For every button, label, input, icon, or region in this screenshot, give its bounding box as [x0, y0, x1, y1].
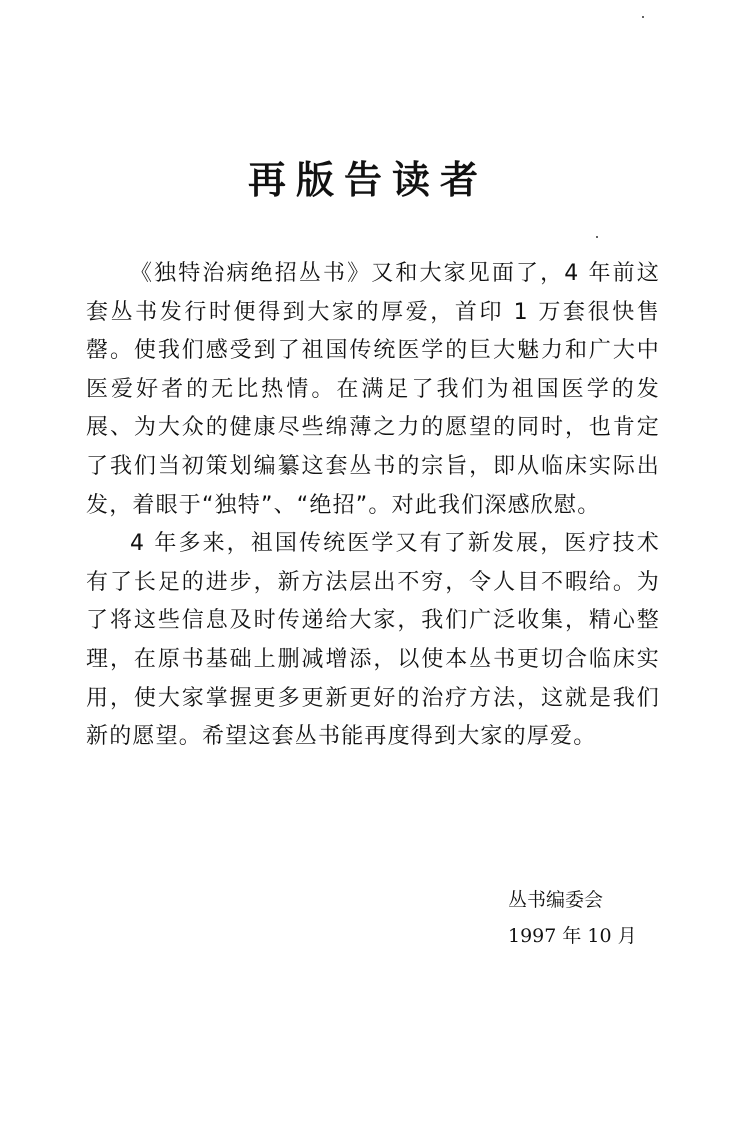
signature-block	[508, 882, 708, 954]
paragraph-1: 《独特治病绝招丛书》又和大家见面了，4 年前这套丛书发行时便得到大家的厚爱，首印 1 万套很快售罄。使我们感受到了祖国传统医学的巨大魅力和广大中医爱好者的无比热情。在满足了我们为祖国医学的发展、为大众的健康尽些绵薄之力的愿望的同时，也肯定了我们当初策划编纂这套丛书的宗旨，即从临床实际出发，着眼于“独特”、“绝招”。对此我们深感欣慰。	[86, 261, 660, 518]
body-text	[86, 255, 660, 757]
paragraph-2: 4 年多来，祖国传统医学又有了新发展，医疗技术有了长足的进步，新方法层出不穷，令人目不暇给。为了将这些信息及时传递给大家，我们广泛收集，精心整理，在原书基础上删减增添，以使本丛书更切合临床实用，使大家掌握更多更新更好的治疗方法，这就是我们新的愿望。希望这套丛书能再度得到大家的厚爱。	[86, 531, 660, 750]
scan-speck	[642, 16, 644, 18]
scan-speck	[596, 236, 598, 238]
signature-author: 丛书编委会	[508, 889, 604, 911]
page-title: 再版告读者	[247, 157, 488, 202]
signature-date: 1997 年 10 月	[508, 925, 637, 947]
